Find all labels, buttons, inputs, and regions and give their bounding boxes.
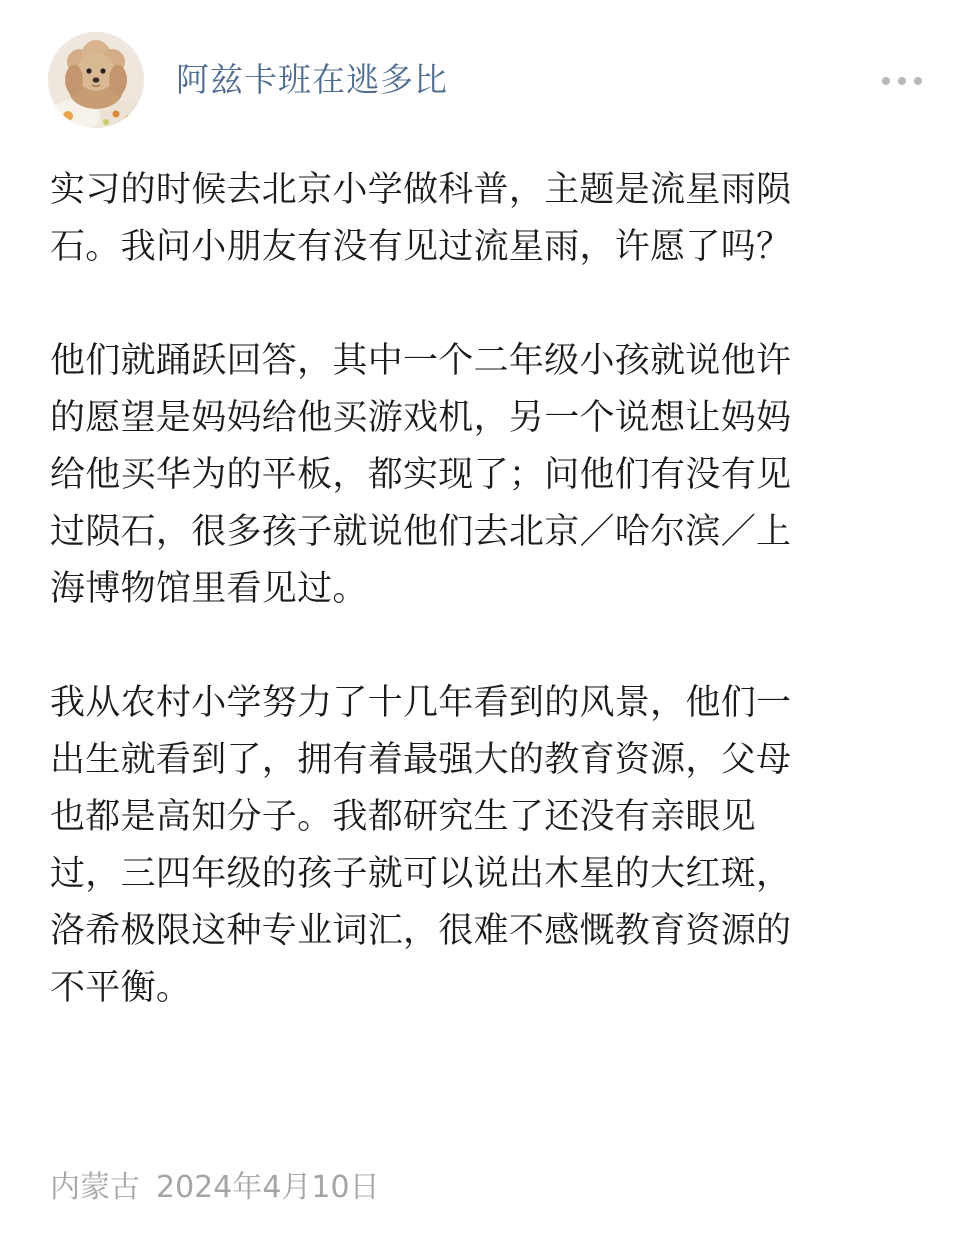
text-line: 海博物馆里看见过。 [50, 569, 368, 609]
post-location: 内蒙古 [50, 1170, 140, 1205]
more-dot [914, 77, 922, 85]
post-paragraph-1 [50, 162, 924, 276]
more-dot [898, 77, 906, 85]
post-header [48, 32, 928, 128]
author-name[interactable]: 阿兹卡班在逃多比 [176, 60, 448, 99]
poodle-avatar-image [48, 32, 144, 128]
post-paragraph-3 [50, 675, 924, 1017]
more-horizontal-icon[interactable] [882, 76, 922, 86]
text-line: 过陨石，很多孩子就说他们去北京／哈尔滨／上 [50, 512, 792, 552]
text-line: 也都是高知分子。我都研究生了还没有亲眼见 [50, 797, 757, 837]
text-line: 出生就看到了，拥有着最强大的教育资源，父母 [50, 740, 792, 780]
post-paragraph-2 [50, 333, 924, 618]
post-date: 2024年4月10日 [156, 1170, 380, 1205]
avatar[interactable] [48, 32, 144, 128]
text-line: 我从农村小学努力了十几年看到的风景，他们一 [50, 683, 792, 723]
text-line: 他们就踊跃回答，其中一个二年级小孩就说他许 [50, 341, 792, 381]
text-line: 石。我问小朋友有没有见过流星雨，许愿了吗？ [50, 227, 792, 267]
text-line: 给他买华为的平板，都实现了；问他们有没有见 [50, 455, 792, 495]
text-line: 不平衡。 [50, 968, 192, 1008]
text-line: 实习的时候去北京小学做科普，主题是流星雨陨 [50, 170, 792, 210]
more-dot [882, 77, 890, 85]
text-line: 洛希极限这种专业词汇，很难不感慨教育资源的 [50, 911, 792, 951]
post-meta [50, 1166, 380, 1210]
text-line: 的愿望是妈妈给他买游戏机，另一个说想让妈妈 [50, 398, 792, 438]
post-content [50, 162, 924, 1017]
text-line: 过，三四年级的孩子就可以说出木星的大红斑， [50, 854, 792, 894]
